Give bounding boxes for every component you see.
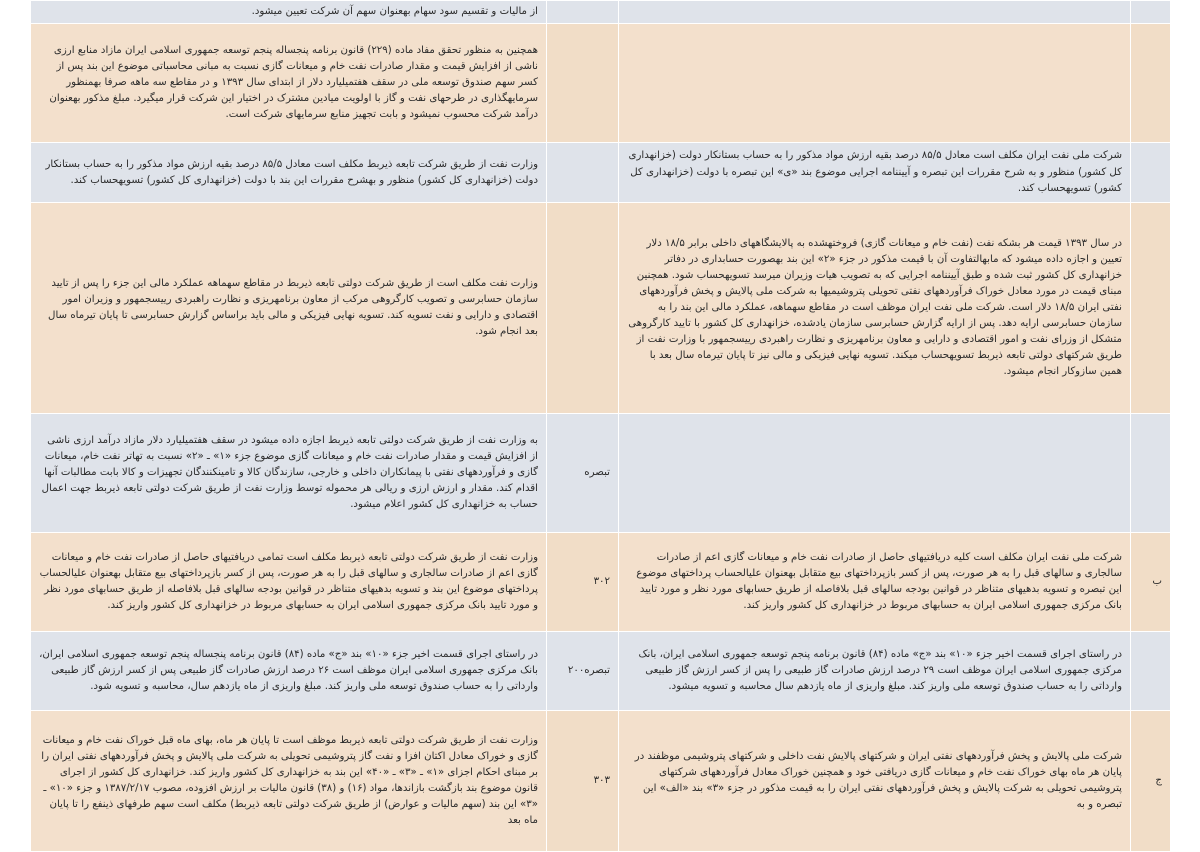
cell-section-letter bbox=[1131, 203, 1171, 414]
cell-section-letter bbox=[1131, 1, 1171, 24]
cell-amended-text: وزارت نفت از طریق شرکت دولتی تابعه ذیربط مکلف است تمامی دریافتیهای حاصل از صادرات نفت خام و میعانات گازی اعم از صادرات سالجاری و سالهای قبل را به هر صورت، پس از کسر بازپرداختهای بیع متقابل بهعنوان علیالحساب پرداختهای موضوع این بند و تسویه بدهیهای متناظر در قوانین بودجه سالهای قبل بلافاصله از طریق حسابهای مورد نظر و مورد تایید بانک مرکزی جمهوری اسلامی ایران به حسابهای مربوط در خزانهداری کل کشور واریز کند. bbox=[31, 533, 547, 632]
table-row bbox=[31, 24, 1171, 143]
cell-clause-number bbox=[547, 24, 619, 143]
table-row bbox=[31, 1, 1171, 24]
cell-original-text bbox=[619, 24, 1131, 143]
cell-clause-number bbox=[547, 203, 619, 414]
cell-original-text: شرکت ملی نفت ایران مکلف است کلیه دریافتیهای حاصل از صادرات نفت خام و میعانات گازی اعم از صادرات سالجاری و سالهای قبل را به هر صورت، پس از کسر بازپرداختهای بیع متقابل بهعنوان علیالحساب پرداختهای موضوع این تبصره و تسویه بدهیهای متناظر در قوانین بودجه سالهای قبل بلافاصله از طریق حسابهای مورد نظر و مورد تایید بانک مرکزی جمهوری اسلامی ایران به حسابهای مربوط در خزانهداری کل کشور واریز کند. bbox=[619, 533, 1131, 632]
cell-clause-number: ۳۰۲ bbox=[547, 533, 619, 632]
table-row bbox=[31, 632, 1171, 711]
budget-comparison-table bbox=[30, 0, 1171, 852]
cell-original-text: در راستای اجرای قسمت اخیر جزء «۱۰» بند «ج» ماده (۸۴) قانون برنامه پنجم توسعه جمهوری اسلامی ایران، بانک مرکزی جمهوری اسلامی ایران موظف است ۲۹ درصد ارزش صادرات گاز طبیعی را پس از کسر ارزش گاز طبیعی وارداتی را به حساب صندوق توسعه ملی واریز کند. مبلغ واریزی از ماه یازدهم سال محاسبه و تسویه میشود. bbox=[619, 632, 1131, 711]
cell-amended-text: به وزارت نفت از طریق شرکت دولتی تابعه ذیربط اجازه داده میشود در سقف هفتمیلیارد دلار مازاد درآمد ارزی ناشی از افزایش قیمت و مقدار صادرات نفت خام و میعانات گازی موضوع جزء «۱» ـ «۲» نسبت به تهاتر نفت خام، میعانات گازی و فرآوردههای نفتی با پیمانکاران داخلی و خارجی، سازندگان کالا و تامینکنندگان تجهیزات و کالا بابت مطالبات آنها اقدام کند. مقدار و ارزش ارزی و ریالی هر محموله توسط وزارت نفت از طریق شرکت دولتی تابعه ذیربط جهت اعمال حساب به خزانهداری کل کشور اعلام میشود. bbox=[31, 414, 547, 533]
cell-clause-number: ۳۰۳ bbox=[547, 711, 619, 852]
cell-clause-number bbox=[547, 1, 619, 24]
cell-amended-text: در راستای اجرای قسمت اخیر جزء «۱۰» بند «ج» ماده (۸۴) قانون برنامه پنجساله پنجم توسعه جمهوری اسلامی ایران، بانک مرکزی جمهوری اسلامی ایران موظف است ۲۶ درصد ارزش صادرات گاز طبیعی پس از کسر ارزش گاز طبیعی وارداتی را به حساب صندوق توسعه ملی واریز کند. مبلغ واریزی از ماه یازدهم سال، محاسبه و تسویه شود. bbox=[31, 632, 547, 711]
cell-clause-number: تبصره bbox=[547, 414, 619, 533]
cell-original-text: در سال ۱۳۹۳ قیمت هر بشکه نفت (نفت خام و میعانات گازی) فروختهشده به پالایشگاههای داخلی برابر ۱۸/۵ دلار تعیین و اجازه داده میشود که مابهالتفاوت آن با قیمت مذکور در جزء «۲» این بند بهصورت حسابداری در دفاتر خزانهداری کل کشور ثبت شده و طبق آییننامه اجرایی که به تصویب هیات وزیران میرسد تسویهحساب شود. همچنین مبنای قیمت در مورد معادل خوراک فرآوردههای نفتی تحویلی پتروشیمیها به شرکت ملی پالایش و پخش فرآوردههای نفتی ایران ۱۸/۵ دلار است. شرکت ملی نفت ایران موظف است در مقاطع سهماهه، عملکرد مالی این بند را به سازمان حسابرسی ارایه دهد. پس از ارایه گزارش حسابرسی سازمان یادشده، خزانهداری کل کشور با تایید کارگروهی متشکل از وزرای نفت و امور اقتصادی و دارایی و معاون برنامهریزی و نظارت راهبردی رییسجمهور با وزارت نفت از طریق شرکتهای دولتی تابعه ذیربط تسویهحساب میکند. تسویه نهایی فیزیکی و مالی نیز تا پایان تیرماه سال بعد با همین سازوکار انجام میشود. bbox=[619, 203, 1131, 414]
cell-section-letter bbox=[1131, 143, 1171, 203]
cell-clause-number: تبصره۲۰۰ bbox=[547, 632, 619, 711]
cell-original-text: شرکت ملی پالایش و پخش فرآوردههای نفتی ایران و شرکتهای پالایش نفت داخلی و شرکتهای پتروشیمی موظفند در پایان هر ماه بهای خوراک نفت خام و میعانات گازی دریافتی خود و همچنین خوراک معادل فرآوردههای شرکتهای پتروشیمی تحویلی به شرکت پالایش و پخش فرآوردههای نفتی ایران را به قیمت مذکور در جزء «۳» بند «الف» این تبصره و به bbox=[619, 711, 1131, 852]
cell-section-letter: ب bbox=[1131, 533, 1171, 632]
cell-original-text: شرکت ملی نفت ایران مکلف است معادل ۸۵/۵ درصد بقیه ارزش مواد مذکور را به حساب بستانکار دولت (خزانهداری کل کشور) منظور و به شرح مقررات این تبصره و آییننامه اجرایی موضوع بند «ی» این تبصره با دولت (خزانهداری کل کشور) تسویهحساب کند. bbox=[619, 143, 1131, 203]
cell-section-letter bbox=[1131, 414, 1171, 533]
table-row bbox=[31, 414, 1171, 533]
cell-original-text bbox=[619, 1, 1131, 24]
cell-amended-text: وزارت نفت مکلف است از طریق شرکت دولتی تابعه ذیربط در مقاطع سهماهه عملکرد مالی این جزء را پس از تایید سازمان حسابرسی و تصویب کارگروهی مرکب از معاون برنامهریزی و نظارت راهبردی رییسجمهور و وزیران امور اقتصادی و دارایی و نفت تسویه کند. تسویه نهایی فیزیکی و مالی باید براساس گزارش حسابرسی تا پایان تیرماه سال بعد انجام شود. bbox=[31, 203, 547, 414]
cell-amended-text: وزارت نفت از طریق شرکت دولتی تابعه ذیربط موظف است تا پایان هر ماه، بهای ماه قبل خوراک نفت خام و میعانات گازی و خوراک معادل اکتان افزا و نفت گاز پتروشیمی تحویلی به شرکت ملی پالایش و پخش فرآوردههای نفتی ایران را بر مبنای احکام اجزای «۱» ـ «۳» ـ «۴۰» این بند به خزانهداری کل کشور واریز کند. خزانهداری کل کشور از اجرای قانون موضوع بند بازگشت بازاندها، مواد (۱۶) و (۳۸) قانون مالیات بر ارزش افزوده، مصوب ۱۳۸۷/۲/۱۷ و جزء «۱۰» ـ «۳» این بند (سهم مالیات و عوارض) از طریق شرکت دولتی تابعه ذیربط) مکلف است سهم طرفهای ذینفع را تا پایان ماه بعد bbox=[31, 711, 547, 852]
cell-amended-text: از مالیات و تقسیم سود سهام بهعنوان سهم آن شرکت تعیین میشود. bbox=[31, 1, 547, 24]
table-row bbox=[31, 711, 1171, 852]
cell-amended-text: همچنین به منظور تحقق مفاد ماده (۲۲۹) قانون برنامه پنجساله پنجم توسعه جمهوری اسلامی ایران مازاد منابع ارزی ناشی از افزایش قیمت و مقدار صادرات نفت خام و میعانات گازی نسبت به مبانی محاسباتی موضوع این بند پس از کسر سهم صندوق توسعه ملی در سقف هفتمیلیارد دلار از ابتدای سال ۱۳۹۳ و در مقاطع سه ماهه صرفا بهمنظور سرمایهگذاری در طرحهای نفت و گاز با اولویت میادین مشترک در اختیار این شرکت قرار میگیرد. مبلغ مذکور بهعنوان درآمد شرکت محسوب نمیشود و بابت تجهیز منابع سرمایهای شرکت است. bbox=[31, 24, 547, 143]
table-row bbox=[31, 143, 1171, 203]
cell-clause-number bbox=[547, 143, 619, 203]
table-row bbox=[31, 203, 1171, 414]
cell-original-text bbox=[619, 414, 1131, 533]
table-row bbox=[31, 533, 1171, 632]
cell-amended-text: وزارت نفت از طریق شرکت تابعه ذیربط مکلف است معادل ۸۵/۵ درصد بقیه ارزش مواد مذکور را به حساب بستانکار دولت (خزانهداری کل کشور) منظور و بهشرح مقررات این بند با دولت (خزانهداری کل کشور) تسویهحساب کند. bbox=[31, 143, 547, 203]
cell-section-letter: ج bbox=[1131, 711, 1171, 852]
cell-section-letter bbox=[1131, 24, 1171, 143]
cell-section-letter bbox=[1131, 632, 1171, 711]
